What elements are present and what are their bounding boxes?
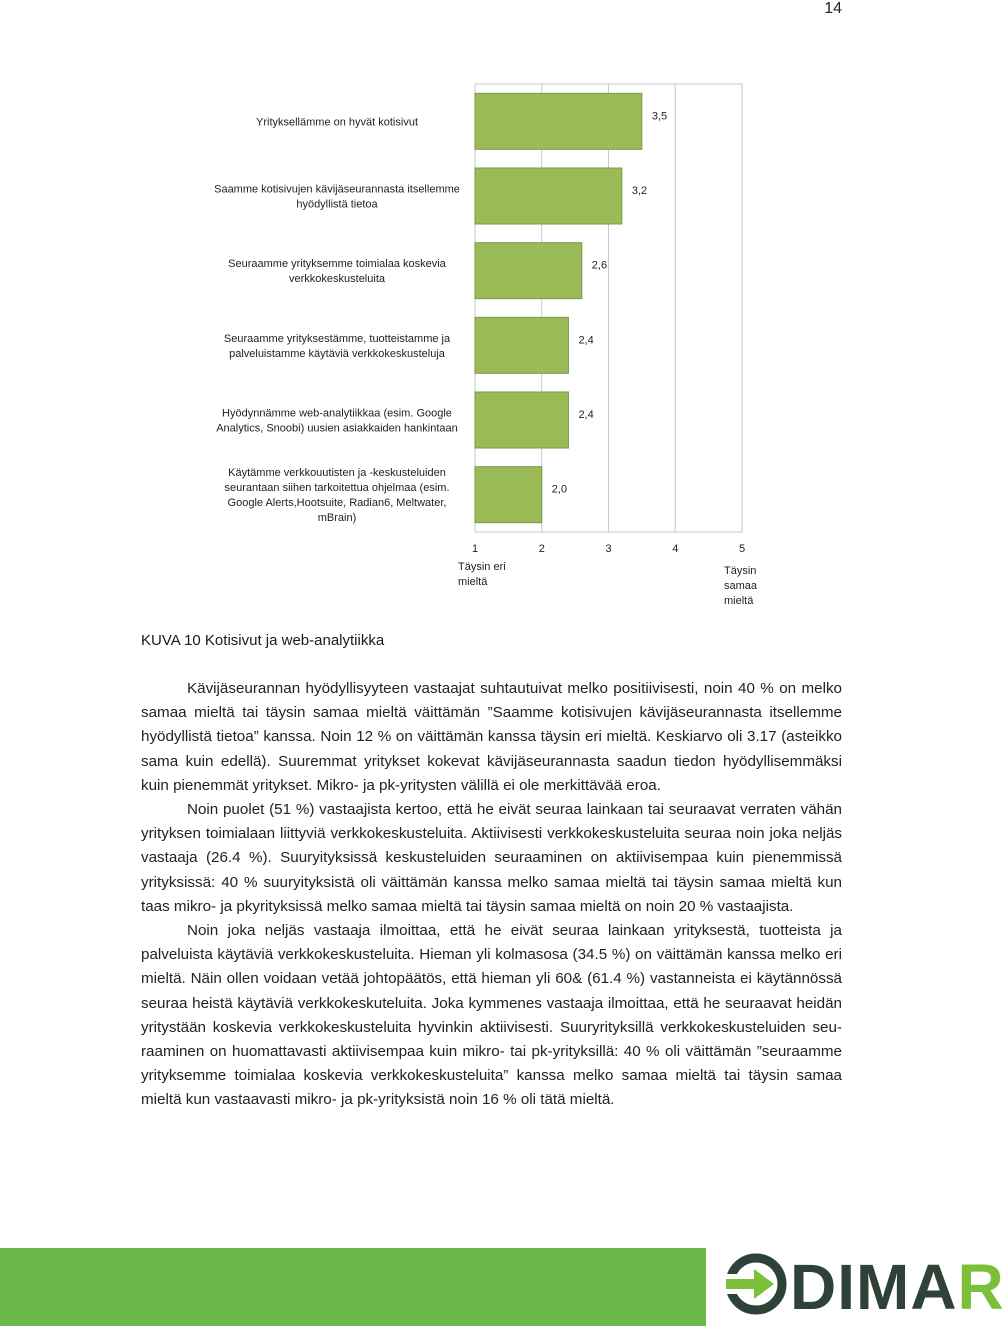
axis-end-label-left: Täysin eri (458, 561, 506, 573)
bar (475, 168, 622, 224)
category-label: Saamme kotisivujen kävijäseurannasta itsellemme (214, 183, 460, 196)
x-tick-label: 1 (471, 543, 479, 555)
x-tick-label: 5 (738, 543, 746, 555)
category-label: mBrain) (317, 512, 357, 525)
bar-chart (205, 80, 765, 610)
paragraph: Kävijäseurannan hyödyllisyyteen vastaajat suhtautuivat melko positiivisesti, noin 40 % on melko samaa mieltä tai täysin samaa mieltä väittämän ”Saamme kotisivujen kävijäseurannasta itsellemme hyödyllistä tietoa” kanssa. Noin 12 % on väittämän kanssa täysin eri mieltä. Keskiarvo oli 3.17 (asteikko sama kuin edellä). Suuremmat yritykset kokevat kävijäseurannasta saadun tiedon hyödyllisemmäksi kuin pienemmät yritykset. Mikro- ja pk-yritysten välillä ei ole merkittävää eroa. (141, 680, 842, 794)
footer-bar (0, 1248, 706, 1326)
page-number: 14 (824, 0, 842, 17)
axis-end-label-left: mieltä (458, 576, 488, 588)
bar-value-label: 3,2 (631, 185, 648, 197)
bar-value-label: 2,0 (551, 483, 568, 496)
bar-value-label: 2,4 (578, 409, 594, 421)
bar-value-label: 2,6 (591, 259, 608, 272)
category-label: seurantaan siihen tarkoitettua ohjelmaa (esim. (224, 482, 450, 495)
paragraph: Noin joka neljäs vastaaja ilmoittaa, että he eivät seuraa lainkaan yrityksestä, tuotteista ja palveluista käytäviä verkkokeskusteluita. Hieman yli kolmasosa (34.5 %) on väittämän kanssa melko eri mieltä. Näin ollen voidaan vetää johtopäätös, että hieman yli 60& (61.4 %) vastanneista ei käytännössä seuraa heistä käytäviä verkkokeskuteluita. Joka kymmenes vastaaja ilmoittaa, että he seuraavat heidän yritystään koskevia verkkokeskusteluita hyvinkin aktiivisesti. Suuryrityksillä verkkokeskusteluiden seuraaminen on huomattavasti aktiivisempaa kuin mikro- tai pk-yrityksillä: 40 % oli väittämän ”seuraamme yrityksemme toimialaa koskevia verkkokeskusteluita” kanssa melko samaa mieltä tai täysin samaa mieltä kun vastaavasti mikro- ja pk-yrityksistä noin 16 % oli tätä mieltä. (141, 922, 842, 1109)
category-label: Seuraamme yrityksestämme, tuotteistamme ja (223, 332, 451, 345)
category-label: Yrityksellämme on hyvät kotisivut (256, 116, 418, 129)
category-label: Hyödynnämme web-analytiikkaa (esim. Google (222, 407, 452, 420)
bar (475, 317, 568, 373)
category-label: Google Alerts,Hootsuite, Radian6, Meltwater, (227, 497, 447, 510)
x-tick-label: 2 (538, 543, 545, 555)
x-tick-label: 3 (605, 543, 612, 555)
category-label: Seuraamme yrityksemme toimialaa koskevia (228, 258, 446, 271)
bar (475, 243, 582, 299)
category-label: hyödyllistä tietoa (296, 198, 378, 211)
logo-wordmark: DIMAR (790, 1251, 1005, 1323)
bar (475, 467, 542, 523)
body-text (141, 677, 842, 1113)
bar (475, 93, 642, 149)
dimar-logo (720, 1244, 1005, 1326)
bar (475, 392, 568, 448)
paragraph: Noin puolet (51 %) vastaajista kertoo, että he eivät seuraa lainkaan tai seuraavat verraten vähän yrityksen toimialaan liittyviä verkkokeskusteluita. Aktiivisesti verkkokeskusteluita seuraa noin joka neljäs vastaaja (26.4 %). Suuryityksissä keskusteluiden seuraaminen on aktiivisempaa kuin pienemmissä yrityksissä: 40 % suuryityksistä oli väittämän kanssa melko samaa mieltä tai täysin samaa mieltä kun taas mikro- ja pkyrityksissä melko samaa mieltä tai täysin samaa mieltä on noin 20 % vastaajista. (141, 801, 842, 915)
axis-end-label-right: mieltä (724, 595, 754, 607)
category-label: verkkokeskusteluita (289, 273, 385, 286)
category-label: Käytämme verkkouutisten ja -keskusteluiden (228, 467, 446, 480)
figure-caption: KUVA 10 Kotisivut ja web-analytiikka (141, 632, 385, 649)
category-label: palveluistamme käytäviä verkkokeskusteluja (229, 347, 445, 360)
bar-value-label: 2,4 (578, 334, 594, 347)
axis-end-label-right: Täysin (724, 565, 757, 577)
x-tick-label: 4 (672, 543, 679, 555)
category-label: Analytics, Snoobi) uusien asiakkaiden hankintaan (216, 422, 458, 435)
bar-value-label: 3,5 (651, 110, 668, 123)
arrow-icon (722, 1250, 790, 1318)
axis-end-label-right: samaa (724, 580, 758, 592)
